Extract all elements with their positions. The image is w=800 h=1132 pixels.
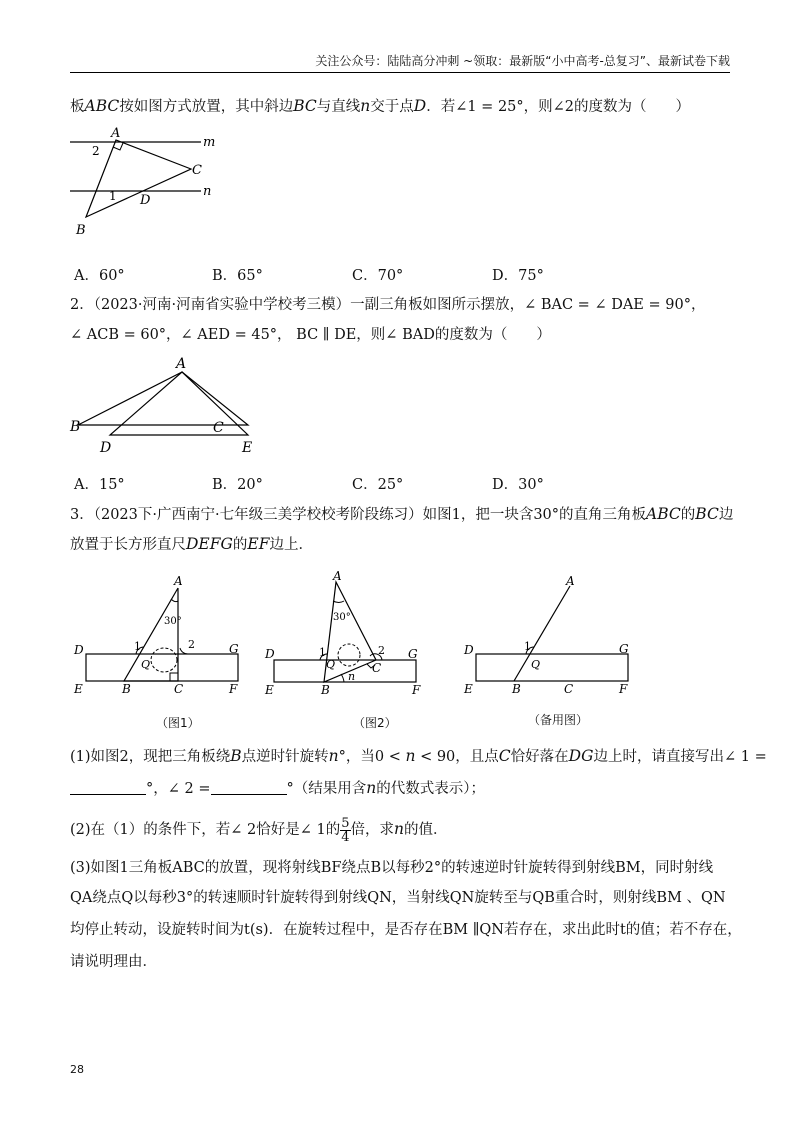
label-e: E (464, 682, 473, 696)
q3-part3-line1: (3)如图1三角板ABC的放置，现将射线BF绕点B以每秒2°的转速逆时针旋转得到射线BM，同时射线 (70, 860, 714, 876)
q1-math: n (360, 97, 371, 115)
label-b: B (122, 682, 131, 696)
q3-math: BC (695, 505, 719, 523)
label-q: Q (531, 658, 541, 671)
q3-part1-line1 (70, 746, 767, 767)
q3-text: 的 (680, 507, 696, 523)
q3-text: 的值． (404, 822, 448, 838)
triangle-abc (86, 140, 191, 217)
q1-text: 与直线 (316, 99, 361, 115)
label-n: n (203, 184, 212, 199)
label-c: C (174, 682, 184, 696)
q3-text: 恰好落在 (510, 749, 569, 765)
page-header: 关注公众号：陆陆高分冲刺 ~领取：最新版“小中高考-总复习”、最新试卷下载 (315, 54, 730, 68)
q3-text: < 90，且点 (415, 749, 499, 765)
dashed-circle (338, 644, 360, 666)
label-b: B (70, 419, 81, 435)
angle-n-label: n (348, 670, 356, 683)
label-d: D (74, 643, 84, 657)
angle-1-label: 1 (109, 189, 117, 203)
triangle-abc (124, 588, 178, 681)
label-q: Q (326, 658, 336, 671)
q1-option-c[interactable]: C．70° (352, 268, 404, 284)
label-a: A (111, 126, 121, 141)
angle-arc (171, 599, 178, 602)
q3-math: ABC (646, 505, 681, 523)
label-a: A (566, 574, 575, 588)
label-g: G (408, 647, 418, 661)
label-c: C (372, 661, 382, 675)
q2-option-b[interactable]: B．20° (212, 477, 263, 493)
q2-option-a[interactable]: A．15° (74, 477, 125, 493)
q1-text: ．若∠1 = 25°，则∠2的度数为（ ） (426, 99, 691, 115)
q3-figure-3 (456, 572, 636, 697)
label-d: D (100, 440, 112, 456)
q3-math: B (230, 747, 242, 765)
label-e: E (242, 440, 253, 456)
label-d: D (265, 647, 275, 661)
angle-arc (333, 601, 344, 603)
fig3-caption: （备用图） (528, 713, 589, 727)
label-a: A (174, 574, 183, 588)
q3-text: 的代数式表示）； (376, 781, 485, 797)
fraction-denominator: 4 (341, 829, 350, 845)
label-f: F (229, 682, 238, 696)
label-a: A (176, 356, 187, 372)
label-e: E (74, 682, 83, 696)
q3-part1-line2 (70, 778, 485, 799)
q3-text: 的 (232, 537, 248, 553)
q3-math: DG (568, 747, 594, 765)
angle-30-label: 30° (164, 616, 182, 627)
label-b: B (321, 683, 330, 697)
q3-part2 (70, 816, 448, 844)
answer-blank-1[interactable] (70, 780, 146, 795)
ruler-defg (476, 654, 628, 681)
ray-ba (514, 586, 570, 681)
q1-stem (70, 96, 690, 117)
label-q: Q (141, 658, 151, 671)
angle-2-label: 2 (188, 638, 195, 651)
fig1-caption: （图1） (156, 716, 200, 730)
q1-option-a[interactable]: A．60° (74, 268, 125, 284)
q1-text: 按如图方式放置，其中斜边 (119, 99, 294, 115)
fig2-caption: （图2） (353, 716, 397, 730)
label-g: G (619, 642, 629, 656)
q3-line1 (70, 504, 733, 525)
label-m: m (203, 135, 216, 150)
label-c: C (192, 163, 202, 178)
angle-2-label: 2 (92, 144, 100, 158)
q3-text: 边 (718, 507, 734, 523)
q1-math: D (413, 97, 427, 115)
q3-figure-1 (66, 572, 246, 697)
label-e: E (265, 683, 274, 697)
q3-text: 3．（2023下·广西南宁·七年级三美学校校考阶段练习）如图1，把一块含30°的直角三角板 (70, 507, 647, 523)
q1-math: ABC (84, 97, 120, 115)
header-rule (70, 72, 730, 73)
q3-math: C (498, 747, 511, 765)
q2-figure (66, 355, 266, 457)
ruler-defg (274, 660, 416, 682)
answer-blank-2[interactable] (211, 780, 287, 795)
q3-part3-line4: 请说明理由． (70, 954, 157, 970)
q3-line2 (70, 534, 313, 555)
q2-line2: ∠ ACB = 60°，∠ AED = 45°， BC ∥ DE，则∠ BAD的度数为（ ） (70, 327, 551, 343)
angle-1-label: 1 (524, 640, 531, 653)
q1-math: BC (293, 97, 317, 115)
label-b: B (76, 223, 86, 238)
q2-option-c[interactable]: C．25° (352, 477, 404, 493)
right-angle-mark (170, 673, 178, 681)
angle-n-arc (341, 674, 344, 682)
label-c: C (564, 682, 574, 696)
q3-math: n (405, 747, 416, 765)
q3-text: (2)在（1）的条件下，若∠ 2恰好是∠ 1的 (70, 822, 341, 838)
angle-2-arc (180, 648, 188, 654)
q1-figure (66, 122, 226, 240)
ruler-defg (86, 654, 238, 681)
q3-text: 边上时，请直接写出∠ 1 = (593, 749, 767, 765)
q2-option-d[interactable]: D．30° (492, 477, 544, 493)
q2-line1: 2．（2023·河南·河南省实验中学校考三模）一副三角板如图所示摆放，∠ BAC = ∠ DAE = 90°， (70, 297, 706, 313)
q3-text: 点逆时针旋转 (241, 749, 329, 765)
q3-text: °（结果用含 (286, 781, 367, 797)
q1-option-b[interactable]: B．65° (212, 268, 263, 284)
label-g: G (229, 642, 239, 656)
label-d: D (140, 193, 151, 208)
q3-part3-line2: QA绕点Q以每秒3°的转速顺时针旋转得到射线QN，当射线QN旋转至与QB重合时，则射线BM 、QN (70, 890, 726, 906)
q1-option-d[interactable]: D．75° (492, 268, 544, 284)
label-c: C (213, 420, 224, 436)
fraction-numerator: 5 (341, 815, 350, 831)
q3-text: °，∠ 2 = (146, 781, 211, 797)
label-f: F (412, 683, 421, 697)
label-b: B (512, 682, 521, 696)
page-number: 28 (70, 1063, 84, 1076)
angle-2-label: 2 (378, 644, 385, 657)
dashed-circle (151, 648, 177, 672)
q3-figure-2 (262, 568, 432, 698)
angle-30-label: 30° (333, 612, 351, 623)
label-d: D (464, 643, 474, 657)
triangle-abc (78, 372, 248, 425)
q3-math: DEFG (186, 535, 233, 553)
fraction-5-4 (340, 817, 350, 844)
q3-math: n (328, 747, 339, 765)
q3-math: EF (247, 535, 270, 553)
q3-math: n (366, 779, 377, 797)
q1-text: 交于点 (370, 99, 414, 115)
q3-part3-line3: 均停止转动，设旋转时间为t(s)．在旋转过程中，是否存在BM ∥QN若存在，求出此时t的值；若不存在， (70, 922, 742, 938)
q3-math: n (394, 820, 404, 838)
angle-1-label: 1 (319, 646, 326, 659)
q3-text: 边上． (269, 537, 313, 553)
q3-text: 放置于长方形直尺 (70, 537, 186, 553)
label-a: A (333, 569, 342, 583)
q3-text: (1)如图2，现把三角板绕 (70, 749, 231, 765)
q3-text: 倍，求 (350, 822, 395, 838)
q3-text: °，当0 < (338, 749, 406, 765)
label-f: F (619, 682, 628, 696)
angle-1-label: 1 (134, 640, 141, 653)
q1-text: 板 (70, 99, 85, 115)
